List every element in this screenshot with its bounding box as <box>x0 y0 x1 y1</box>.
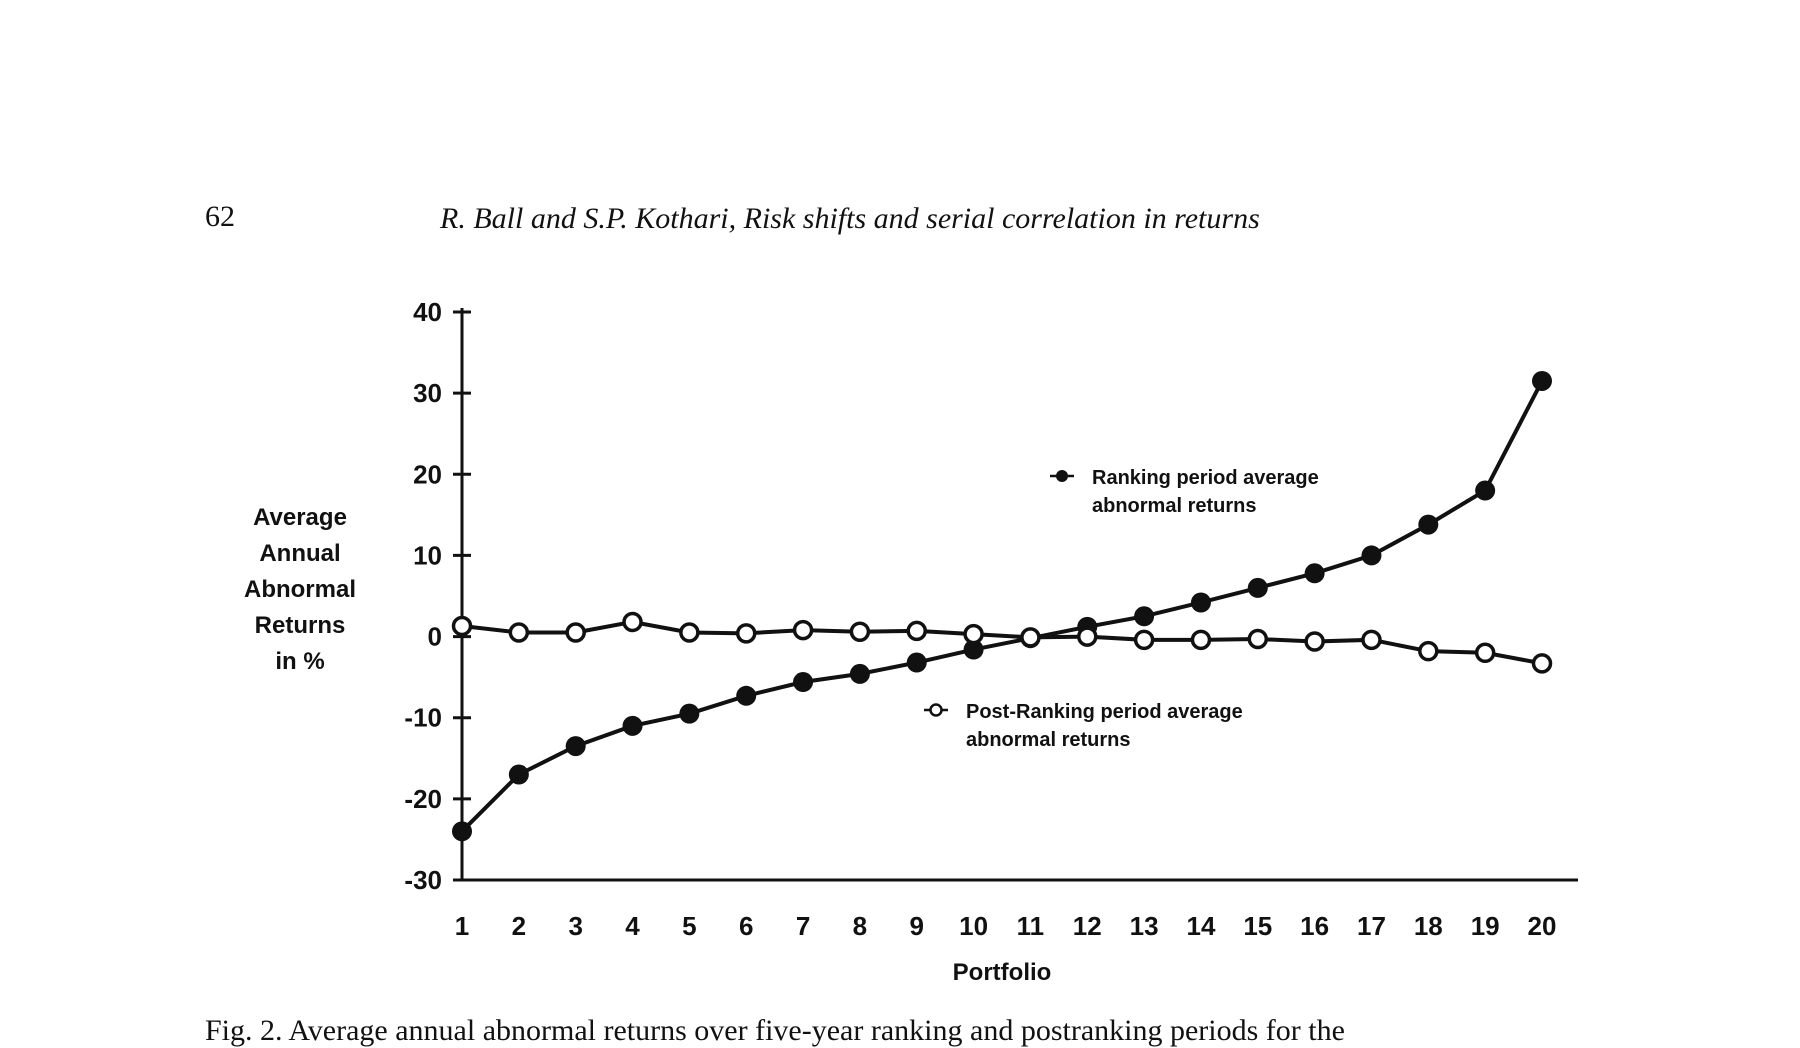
axes <box>453 308 1578 880</box>
post-ranking-point <box>1477 644 1494 661</box>
series-markers <box>452 371 1552 841</box>
y-axis-title-line: in % <box>275 648 325 675</box>
x-tick-label: 6 <box>738 911 754 941</box>
ranking-point <box>1361 545 1381 565</box>
x-tick-label: 1 <box>454 911 470 941</box>
legend-post-ranking-label: Post-Ranking period average <box>966 701 1243 723</box>
y-tick-label: 10 <box>413 540 442 571</box>
post-ranking-point <box>1136 631 1153 648</box>
x-tick-label: 3 <box>568 911 583 941</box>
x-tick-label: 18 <box>1413 911 1443 941</box>
x-tick-label: 16 <box>1300 911 1330 941</box>
y-axis-title-line: Annual <box>259 540 341 567</box>
x-tick-label: 2 <box>511 911 527 941</box>
ranking-point <box>1418 515 1438 535</box>
post-ranking-point <box>1022 629 1039 646</box>
y-axis-title-line: Average <box>253 504 347 531</box>
post-ranking-point <box>738 625 755 642</box>
ranking-point <box>1305 563 1325 583</box>
post-ranking-point <box>1534 655 1551 672</box>
running-head: R. Ball and S.P. Kothari, Risk shifts and serial correlation in returns <box>440 202 1260 235</box>
y-tick-label: 30 <box>413 378 442 409</box>
legend-ranking <box>1050 467 1319 517</box>
ranking-point <box>907 653 927 673</box>
legend-ranking-label: abnormal returns <box>1092 495 1257 517</box>
y-tick-label: -30 <box>404 865 442 895</box>
post-ranking-point <box>1363 631 1380 648</box>
y-tick-label: -10 <box>404 702 442 733</box>
legend-post-ranking-label: abnormal returns <box>966 729 1131 751</box>
y-tick-label: -20 <box>404 783 442 814</box>
post-ranking-point <box>567 624 584 641</box>
x-tick-label: 15 <box>1243 911 1273 941</box>
x-tick-label: 8 <box>852 911 868 941</box>
x-tick-label: 17 <box>1357 911 1386 941</box>
legend-post-ranking <box>924 701 1243 751</box>
y-tick-labels <box>404 297 442 895</box>
post-ranking-point <box>681 624 698 641</box>
x-tick-label: 4 <box>625 911 640 941</box>
post-ranking-point <box>851 623 868 640</box>
page-number: 62 <box>205 200 235 233</box>
legend-ranking-swatch-marker <box>1056 470 1068 482</box>
ranking-point <box>850 664 870 684</box>
ranking-point <box>1191 592 1211 612</box>
ranking-point <box>1248 578 1268 598</box>
post-ranking-point <box>1079 628 1096 645</box>
ranking-point <box>623 716 643 736</box>
x-tick-label: 13 <box>1129 911 1159 941</box>
post-ranking-point <box>908 622 925 639</box>
x-tick-label: 7 <box>795 911 811 941</box>
x-tick-label: 12 <box>1072 911 1102 941</box>
series-lines <box>462 381 1542 831</box>
ranking-point <box>679 704 699 724</box>
y-axis-title-line: Returns <box>254 612 346 639</box>
x-tick-label: 20 <box>1527 911 1557 941</box>
x-tick-label: 14 <box>1186 911 1216 941</box>
post-ranking-point <box>1192 631 1209 648</box>
post-ranking-point <box>510 624 527 641</box>
x-tick-label: 11 <box>1016 911 1045 941</box>
post-ranking-point <box>1420 643 1437 660</box>
x-tick-label: 5 <box>682 911 697 941</box>
y-tick-label: 20 <box>413 459 442 490</box>
y-tick-label: 40 <box>413 297 442 327</box>
y-axis-title-line: Abnormal <box>243 576 356 603</box>
x-tick-label: 9 <box>909 911 924 941</box>
y-tick-label: 0 <box>427 621 442 652</box>
x-tick-label: 10 <box>959 911 989 941</box>
post-ranking-point <box>795 622 812 639</box>
post-ranking-point <box>1306 633 1323 650</box>
x-tick-labels <box>455 911 1557 941</box>
ranking-point <box>452 821 472 841</box>
ranking-point <box>793 672 813 692</box>
ranking-series-line <box>462 381 1542 831</box>
ranking-point <box>1532 371 1552 391</box>
post-ranking-point <box>624 613 641 630</box>
legend-post-ranking-swatch-marker <box>931 705 942 716</box>
ranking-point <box>566 736 586 756</box>
post-ranking-point <box>965 626 982 643</box>
ranking-point <box>1134 606 1154 626</box>
ranking-point <box>736 686 756 706</box>
figure-caption: Fig. 2. Average annual abnormal returns over five-year ranking and postranking periods for the <box>205 1014 1345 1047</box>
legend-ranking-label: Ranking period average <box>1092 467 1319 489</box>
ranking-point <box>509 765 529 785</box>
x-axis-title: Portfolio <box>952 959 1052 986</box>
x-tick-label: 19 <box>1470 911 1500 941</box>
post-ranking-point <box>454 618 471 635</box>
ranking-point <box>1475 481 1495 501</box>
post-ranking-point <box>1249 631 1266 648</box>
